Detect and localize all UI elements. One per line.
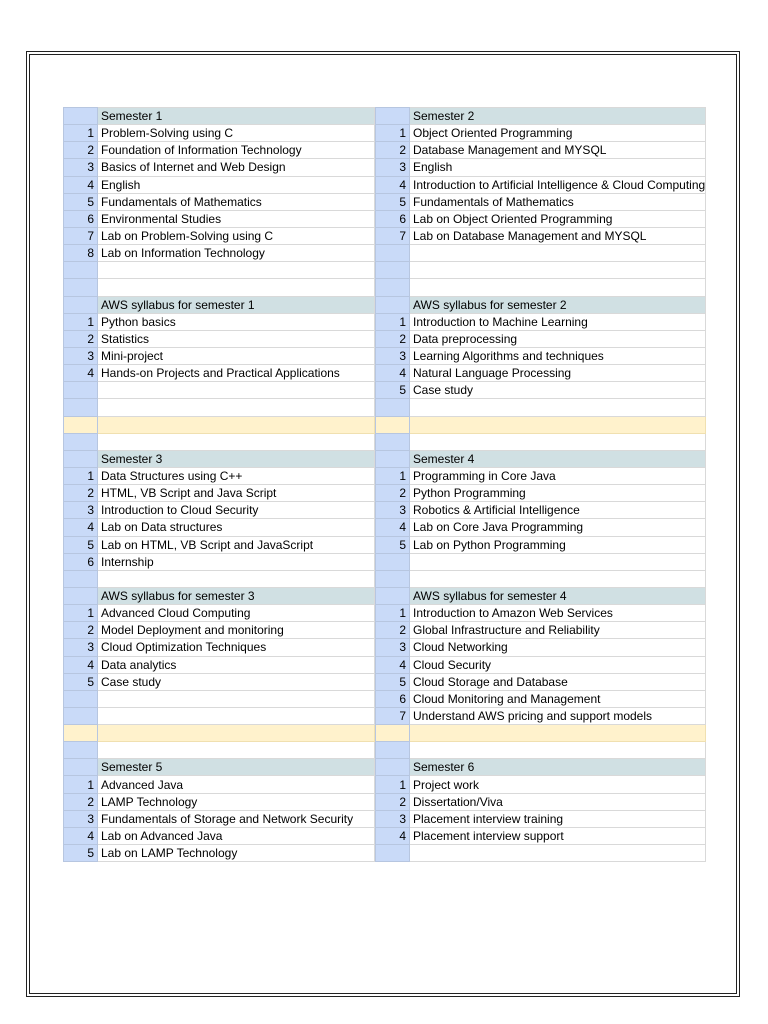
table-row: [64, 810, 706, 827]
course-item-left: Fundamentals of Mathematics: [98, 193, 375, 210]
item-number-left: 2: [64, 485, 98, 502]
table-row: [64, 656, 706, 673]
item-number-right: 1: [376, 776, 410, 793]
empty-cell: [98, 399, 375, 416]
table-row: [64, 399, 706, 416]
course-item-right: Programming in Core Java: [410, 467, 706, 484]
table-row: [64, 108, 706, 125]
course-item-left: English: [98, 176, 375, 193]
item-number-right: 2: [376, 485, 410, 502]
table-row: [64, 313, 706, 330]
item-number-left: 3: [64, 639, 98, 656]
item-number-right: 4: [376, 827, 410, 844]
item-number-left: 5: [64, 845, 98, 862]
item-number-left: 4: [64, 519, 98, 536]
item-number-left: 2: [64, 622, 98, 639]
item-number-right: 3: [376, 639, 410, 656]
empty-cell: [98, 742, 375, 759]
empty-cell: [98, 262, 375, 279]
row-number-cell: [64, 279, 98, 296]
course-item-left: Statistics: [98, 330, 375, 347]
item-number-left: 1: [64, 776, 98, 793]
empty-cell: [410, 570, 706, 587]
course-item-left: Fundamentals of Storage and Network Security: [98, 810, 375, 827]
item-number-left: 3: [64, 502, 98, 519]
table-row: [64, 553, 706, 570]
course-item-right: Cloud Storage and Database: [410, 673, 706, 690]
row-number-cell: [64, 108, 98, 125]
table-row: [64, 707, 706, 724]
section-title-right: AWS syllabus for semester 2: [410, 296, 706, 313]
course-item-left: [98, 707, 375, 724]
row-number-cell: [64, 759, 98, 776]
course-item-left: Lab on Information Technology: [98, 245, 375, 262]
course-item-right: Cloud Networking: [410, 639, 706, 656]
item-number-right: 1: [376, 467, 410, 484]
row-number-cell: [64, 587, 98, 604]
course-item-right: Natural Language Processing: [410, 365, 706, 382]
section-title-right: Semester 2: [410, 108, 706, 125]
row-number-cell: [64, 416, 98, 433]
table-row: [64, 793, 706, 810]
table-row: [64, 433, 706, 450]
item-number-right: 5: [376, 382, 410, 399]
empty-cell: [98, 570, 375, 587]
item-number-right: 4: [376, 365, 410, 382]
item-number-right: 2: [376, 622, 410, 639]
table-row: [64, 245, 706, 262]
course-item-right: Introduction to Machine Learning: [410, 313, 706, 330]
item-number-left: [64, 382, 98, 399]
item-number-right: 6: [376, 210, 410, 227]
item-number-left: 7: [64, 227, 98, 244]
item-number-left: 3: [64, 810, 98, 827]
item-number-right: [376, 845, 410, 862]
section-title-right: AWS syllabus for semester 4: [410, 587, 706, 604]
course-item-left: Foundation of Information Technology: [98, 142, 375, 159]
item-number-right: 4: [376, 176, 410, 193]
course-item-right: Database Management and MYSQL: [410, 142, 706, 159]
course-item-right: [410, 845, 706, 862]
item-number-right: 6: [376, 690, 410, 707]
item-number-right: 2: [376, 330, 410, 347]
table-row: [64, 519, 706, 536]
section-title-left: Semester 3: [98, 450, 375, 467]
item-number-left: 6: [64, 210, 98, 227]
table-row: [64, 382, 706, 399]
row-number-cell: [64, 262, 98, 279]
table-row: [64, 639, 706, 656]
course-item-left: Lab on LAMP Technology: [98, 845, 375, 862]
table-row: [64, 725, 706, 742]
course-item-right: Introduction to Artificial Intelligence & Cloud Computing: [410, 176, 706, 193]
item-number-right: 1: [376, 313, 410, 330]
table-row: [64, 690, 706, 707]
empty-cell: [410, 262, 706, 279]
item-number-left: 2: [64, 330, 98, 347]
course-item-left: Lab on HTML, VB Script and JavaScript: [98, 536, 375, 553]
row-number-cell: [376, 725, 410, 742]
course-item-right: Case study: [410, 382, 706, 399]
table-row: [64, 142, 706, 159]
row-number-cell: [376, 742, 410, 759]
row-number-cell: [376, 296, 410, 313]
item-number-left: 3: [64, 159, 98, 176]
course-item-left: Basics of Internet and Web Design: [98, 159, 375, 176]
item-number-right: 7: [376, 707, 410, 724]
table-row: [64, 365, 706, 382]
item-number-left: 4: [64, 656, 98, 673]
course-item-right: Data preprocessing: [410, 330, 706, 347]
table-row: [64, 587, 706, 604]
table-row: [64, 502, 706, 519]
empty-cell: [410, 433, 706, 450]
course-item-right: Python Programming: [410, 485, 706, 502]
empty-cell: [410, 416, 706, 433]
row-number-cell: [64, 433, 98, 450]
table-row: [64, 279, 706, 296]
row-number-cell: [376, 433, 410, 450]
course-item-right: Robotics & Artificial Intelligence: [410, 502, 706, 519]
item-number-right: 3: [376, 159, 410, 176]
item-number-right: [376, 245, 410, 262]
course-item-right: Placement interview support: [410, 827, 706, 844]
row-number-cell: [376, 759, 410, 776]
table-row: [64, 227, 706, 244]
table-row: [64, 845, 706, 862]
section-title-left: AWS syllabus for semester 3: [98, 587, 375, 604]
table-row: [64, 570, 706, 587]
item-number-left: 1: [64, 467, 98, 484]
table-row: [64, 485, 706, 502]
course-item-left: Mini-project: [98, 347, 375, 364]
item-number-right: 5: [376, 193, 410, 210]
row-number-cell: [64, 570, 98, 587]
item-number-left: 5: [64, 193, 98, 210]
item-number-right: 4: [376, 519, 410, 536]
item-number-left: 4: [64, 365, 98, 382]
empty-cell: [98, 416, 375, 433]
table-row: [64, 347, 706, 364]
course-item-left: Environmental Studies: [98, 210, 375, 227]
item-number-left: 1: [64, 605, 98, 622]
item-number-left: 5: [64, 536, 98, 553]
course-item-left: Model Deployment and monitoring: [98, 622, 375, 639]
item-number-left: 3: [64, 347, 98, 364]
syllabus-table: [63, 107, 706, 862]
table-row: [64, 605, 706, 622]
item-number-right: 5: [376, 673, 410, 690]
row-number-cell: [376, 108, 410, 125]
course-item-right: Cloud Security: [410, 656, 706, 673]
course-item-right: [410, 553, 706, 570]
table-row: [64, 330, 706, 347]
table-row: [64, 776, 706, 793]
course-item-right: Object Oriented Programming: [410, 125, 706, 142]
course-item-left: Lab on Problem-Solving using C: [98, 227, 375, 244]
item-number-right: [376, 553, 410, 570]
course-item-left: Lab on Data structures: [98, 519, 375, 536]
empty-cell: [98, 433, 375, 450]
course-item-left: [98, 382, 375, 399]
course-item-left: Problem-Solving using C: [98, 125, 375, 142]
item-number-left: 1: [64, 313, 98, 330]
course-item-left: Python basics: [98, 313, 375, 330]
item-number-right: 1: [376, 125, 410, 142]
table-row: [64, 759, 706, 776]
course-item-left: Hands-on Projects and Practical Applications: [98, 365, 375, 382]
empty-cell: [410, 725, 706, 742]
course-item-right: Learning Algorithms and techniques: [410, 347, 706, 364]
empty-cell: [410, 399, 706, 416]
row-number-cell: [64, 742, 98, 759]
item-number-left: [64, 690, 98, 707]
table-row: [64, 673, 706, 690]
course-item-right: Lab on Python Programming: [410, 536, 706, 553]
item-number-left: 2: [64, 793, 98, 810]
course-item-right: Lab on Object Oriented Programming: [410, 210, 706, 227]
table-row: [64, 742, 706, 759]
table-row: [64, 416, 706, 433]
item-number-left: 4: [64, 827, 98, 844]
item-number-right: 5: [376, 536, 410, 553]
course-item-left: Cloud Optimization Techniques: [98, 639, 375, 656]
item-number-right: 4: [376, 656, 410, 673]
section-title-left: Semester 1: [98, 108, 375, 125]
course-item-right: Cloud Monitoring and Management: [410, 690, 706, 707]
table-row: [64, 536, 706, 553]
item-number-left: 8: [64, 245, 98, 262]
course-item-right: Understand AWS pricing and support models: [410, 707, 706, 724]
table-row: [64, 262, 706, 279]
table-row: [64, 159, 706, 176]
item-number-left: 5: [64, 673, 98, 690]
course-item-left: Introduction to Cloud Security: [98, 502, 375, 519]
row-number-cell: [64, 296, 98, 313]
section-title-left: Semester 5: [98, 759, 375, 776]
table-row: [64, 622, 706, 639]
section-title-right: Semester 6: [410, 759, 706, 776]
row-number-cell: [376, 587, 410, 604]
empty-cell: [98, 279, 375, 296]
course-item-left: Advanced Java: [98, 776, 375, 793]
item-number-left: 2: [64, 142, 98, 159]
item-number-right: 3: [376, 347, 410, 364]
course-item-right: Dissertation/Viva: [410, 793, 706, 810]
table-row: [64, 467, 706, 484]
course-item-right: Global Infrastructure and Reliability: [410, 622, 706, 639]
row-number-cell: [376, 416, 410, 433]
table-row: [64, 827, 706, 844]
item-number-right: 7: [376, 227, 410, 244]
empty-cell: [98, 725, 375, 742]
table-row: [64, 450, 706, 467]
item-number-right: 2: [376, 142, 410, 159]
empty-cell: [410, 742, 706, 759]
course-item-left: [98, 690, 375, 707]
row-number-cell: [376, 570, 410, 587]
course-item-right: Introduction to Amazon Web Services: [410, 605, 706, 622]
item-number-right: 1: [376, 605, 410, 622]
row-number-cell: [376, 279, 410, 296]
section-title-left: AWS syllabus for semester 1: [98, 296, 375, 313]
item-number-left: 1: [64, 125, 98, 142]
course-item-left: Data Structures using C++: [98, 467, 375, 484]
table-row: [64, 176, 706, 193]
item-number-right: 3: [376, 502, 410, 519]
row-number-cell: [376, 450, 410, 467]
row-number-cell: [376, 399, 410, 416]
course-item-right: [410, 245, 706, 262]
item-number-left: [64, 707, 98, 724]
course-item-left: LAMP Technology: [98, 793, 375, 810]
row-number-cell: [376, 262, 410, 279]
course-item-left: Advanced Cloud Computing: [98, 605, 375, 622]
course-item-right: Fundamentals of Mathematics: [410, 193, 706, 210]
item-number-right: 3: [376, 810, 410, 827]
course-item-right: Project work: [410, 776, 706, 793]
course-item-right: Lab on Database Management and MYSQL: [410, 227, 706, 244]
item-number-right: 2: [376, 793, 410, 810]
table-row: [64, 210, 706, 227]
course-item-left: HTML, VB Script and Java Script: [98, 485, 375, 502]
table-row: [64, 125, 706, 142]
course-item-left: Data analytics: [98, 656, 375, 673]
item-number-left: 6: [64, 553, 98, 570]
course-item-right: Lab on Core Java Programming: [410, 519, 706, 536]
empty-cell: [410, 279, 706, 296]
section-title-right: Semester 4: [410, 450, 706, 467]
course-item-right: English: [410, 159, 706, 176]
item-number-left: 4: [64, 176, 98, 193]
row-number-cell: [64, 450, 98, 467]
course-item-right: Placement interview training: [410, 810, 706, 827]
table-row: [64, 193, 706, 210]
course-item-left: Case study: [98, 673, 375, 690]
table-row: [64, 296, 706, 313]
course-item-left: Internship: [98, 553, 375, 570]
row-number-cell: [64, 725, 98, 742]
course-item-left: Lab on Advanced Java: [98, 827, 375, 844]
row-number-cell: [64, 399, 98, 416]
